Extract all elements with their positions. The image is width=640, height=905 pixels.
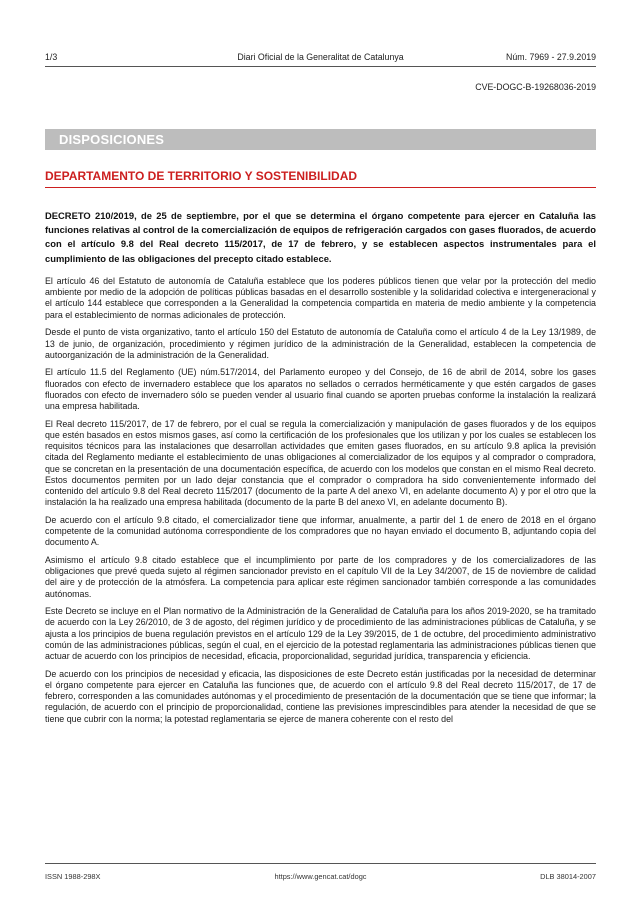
body-paragraph: De acuerdo con los principios de necesidad y eficacia, las disposiciones de este Decreto están justificadas por la necesidad de determinar el órgano competente para ejercer en Cataluña las funciones que, de acuerdo con el artículo 9.8 del Real decreto 115/2017, de 17 de febrero, corresponden a las comunidades autónomas y el procedimiento de presentación de la documentación que se tiene que informar; la regulación, de acuerdo con el principio de proporcionalidad, contiene las previsiones imprescindibles para atender la necesidad de que se tiene que cubrir con la norma; la potestad reglamentaria se ejerce de manera coherente con el resto del	[45, 668, 596, 724]
body-paragraph: De acuerdo con el artículo 9.8 citado, el comercializador tiene que informar, anualmente, a partir del 1 de enero de 2018 en el órgano competente de la comunidad autónoma correspondiente de los compradores que no hayan enviado el documento B, adjuntando copia del documento A.	[45, 514, 596, 548]
page-footer	[45, 871, 596, 883]
legal-deposit: DLB 38014-2007	[540, 872, 596, 881]
body-paragraph: Desde el punto de vista organizativo, tanto el artículo 150 del Estatuto de autonomía de Cataluña como el artículo 4 de la Ley 13/1989, de 13 de junio, de organización, procedimiento y régimen jurídico de la administración de la Generalidad, establecen la competencia de autoorganización de la administración de la Generalidad.	[45, 327, 596, 360]
footer-url[interactable]: https://www.gencat.cat/dogc	[274, 872, 367, 881]
body-paragraph: El Real decreto 115/2017, de 17 de febrero, por el cual se regula la comercialización y manipulación de gases fluorados y de los equipos que estén basados en estos mismos gases, así como la certificación de los profesionales que los utilizan y por los cuales se establecen los requisitos técnicos para las instalaciones que desarrollan actividades que emiten gases fluorados, en su artículo 9.8 aplica la previsión citada del Reglamento mediante el establecimiento de unas obligaciones al comercializador de los equipos y al comprador o compradora, que se concretan en la presentación de una documentación específica, de acuerdo con los modelos que constan en el mismo Real decreto. Estos documentos permiten por un lado dejar constancia que el comprador o compradora ha sido convenientemente informado del contenido del artículo 9.8 del Real decreto 115/2017 (documento de la parte A del anexo VI, en adelante documento A) y por el otro que la instalación la ha realizado una empresa habilitada (documento de la parte B del anexo VI, en adelante documento B).	[45, 418, 596, 508]
cve-code: CVE-DOGC-B-19268036-2019	[475, 82, 596, 92]
decree-body	[45, 276, 596, 731]
section-band	[45, 129, 596, 150]
body-paragraph: El artículo 11.5 del Reglamento (UE) núm.517/2014, del Parlamento europeo y del Consejo, de 16 de abril de 2014, sobre los gases fluorados con efecto de invernadero establece que los aparatos no sellados o cerrados herméticamente y que estén cargados de gases fluorados con efecto de invernadero sólo se pueden vender al usuario final cuando se aporten pruebas conforme la instalación la realizará una empresa habilitada.	[45, 367, 596, 412]
issue-number: Núm. 7969 - 27.9.2019	[506, 52, 596, 62]
department-divider	[45, 187, 596, 188]
body-paragraph: Asimismo el artículo 9.8 citado establece que el incumplimiento por parte de los compradores y de los comercializadores de las obligaciones que prevé queda sujeto al régimen sancionador previsto en el capítulo VII de la Ley 34/2007, de 15 de noviembre de calidad del aire y de protección de la atmósfera. La competencia para aplicar este régimen sancionador también corresponde a las comunidades autónomas.	[45, 554, 596, 599]
section-title: DISPOSICIONES	[59, 132, 165, 147]
body-paragraph: El artículo 46 del Estatuto de autonomía de Cataluña establece que los poderes públicos tienen que velar por la protección del medio ambiente por medio de la adopción de políticas públicas basadas en el desarrollo sostenible y la solidaridad colectiva e intergeneracional y el artículo 144 establece que corresponden a la Generalidad la competencia compartida en materia de medio ambiente y la competencia para el establecimiento de normas adicionales de protección.	[45, 276, 596, 320]
footer-divider	[45, 863, 596, 864]
header-divider	[45, 66, 596, 67]
issn: ISSN 1988-298X	[45, 872, 101, 881]
publication-name: Diari Oficial de la Generalitat de Catalunya	[237, 52, 404, 62]
department-title: DEPARTAMENTO DE TERRITORIO Y SOSTENIBILIDAD	[45, 169, 358, 183]
page-number: 1/3	[45, 52, 58, 62]
decree-title: DECRETO 210/2019, de 25 de septiembre, por el que se determina el órgano competente para ejercer en Cataluña las funciones relativas al control de la comercialización de equipos de refrigeración cargados con gases fluorados, de acuerdo con el artículo 9.8 del Real decreto 115/2017, de 17 de febrero, y se establecen aspectos instrumentales para el cumplimiento de las obligaciones del precepto citado establece.	[45, 210, 596, 264]
page-header	[45, 50, 596, 64]
body-paragraph: Este Decreto se incluye en el Plan normativo de la Administración de la Generalidad de Cataluña para los años 2019-2020, se ha tramitado de acuerdo con la Ley 26/2010, de 3 de agosto, del régimen jurídico y de procedimiento de las administraciones públicas de Cataluña, y se ajusta a los principios de buena regulación previstos en el artículo 129 de la Ley 39/2015, de 1 de octubre, del procedimiento administrativo común de las administraciones públicas, según el cual, en el ejercicio de la potestad reglamentaria las administraciones públicas tienen que actuar de acuerdo con los principios de necesidad, eficacia, proporcionalidad, seguridad jurídica, transparencia y eficiencia.	[45, 606, 596, 662]
